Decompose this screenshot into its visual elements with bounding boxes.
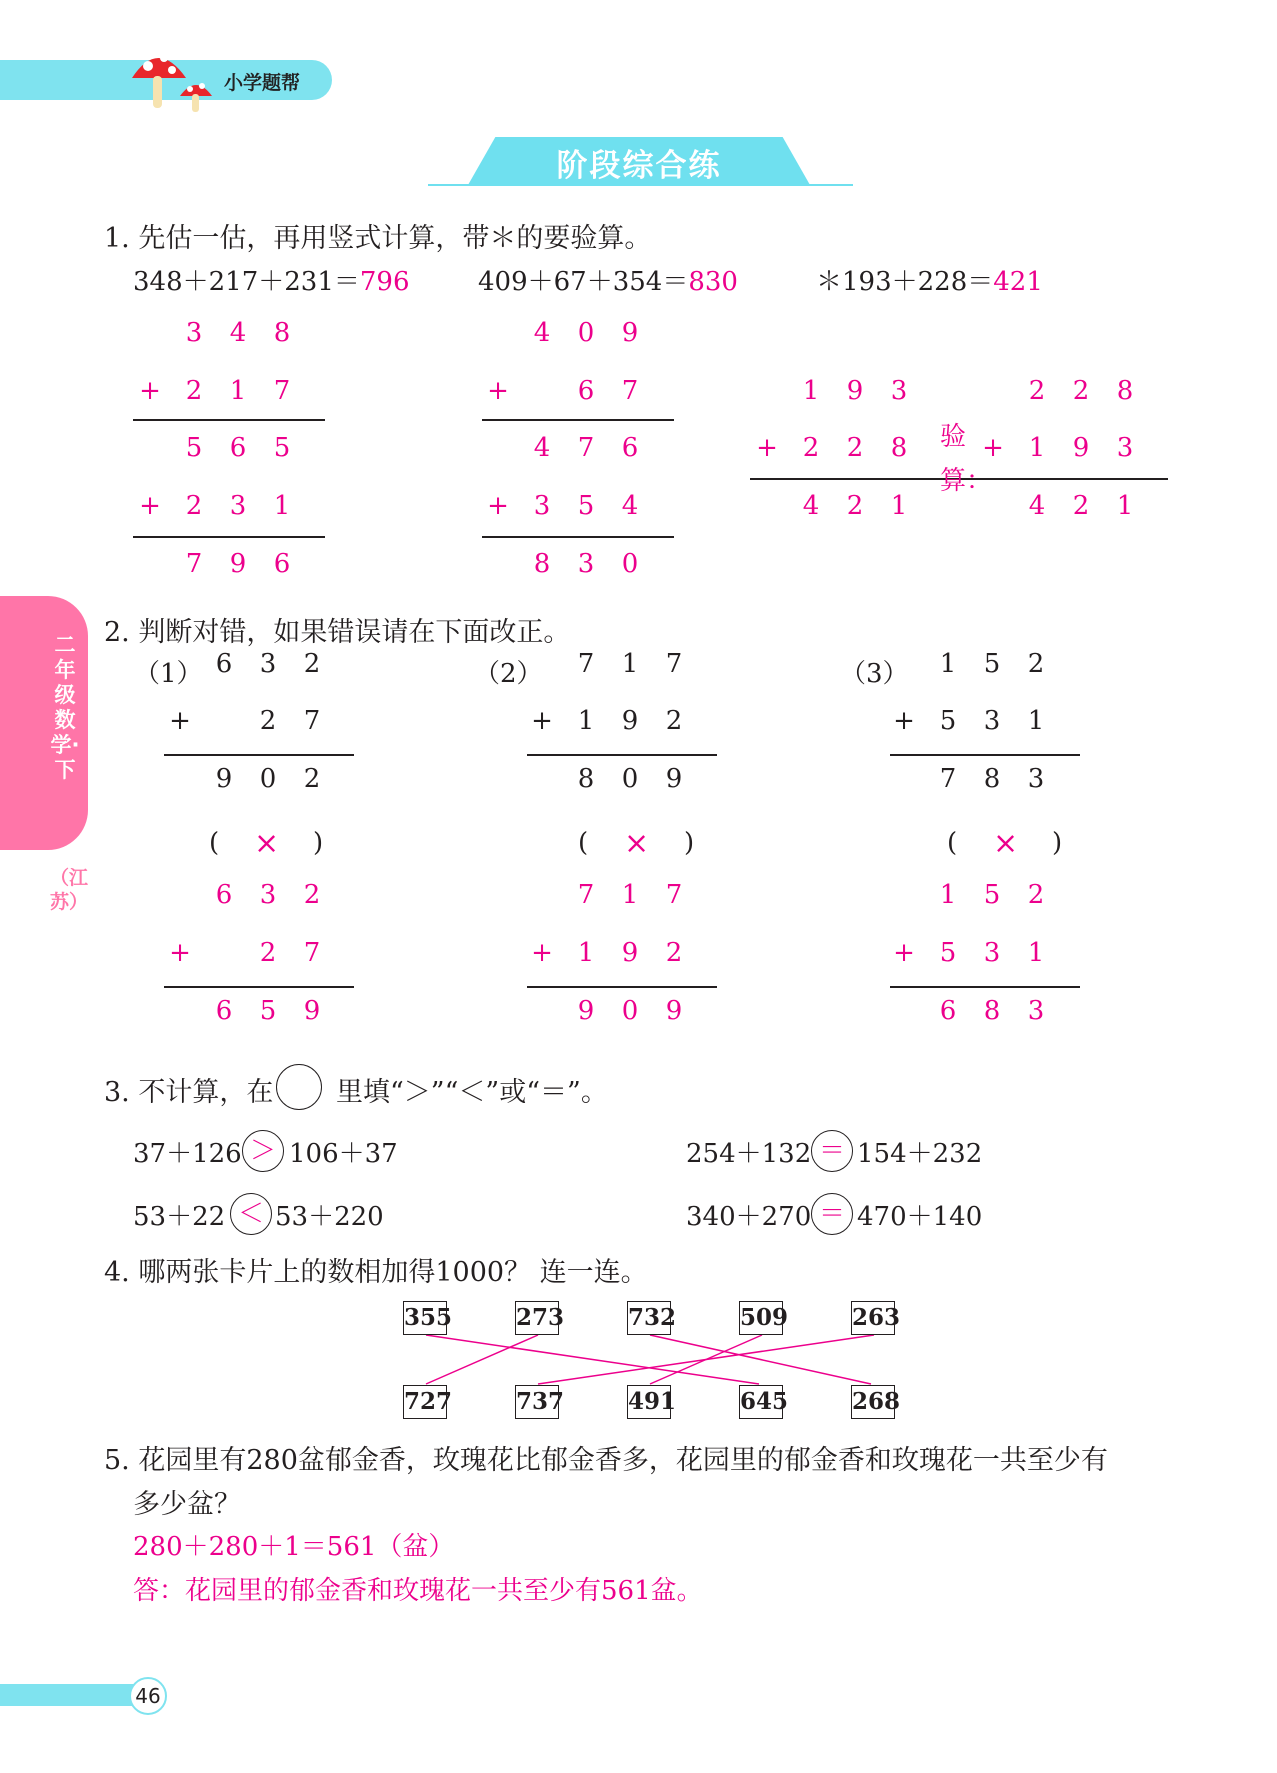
q3-prompt-a: 3. 不计算，在 xyxy=(104,1077,274,1108)
vertical-digit: + xyxy=(531,938,553,968)
vertical-digit: 7 xyxy=(273,376,291,406)
vertical-digit: 3 xyxy=(259,649,277,679)
vertical-digit: + xyxy=(487,376,509,406)
q2-label-1: （1） xyxy=(134,659,203,689)
vertical-digit: 3 xyxy=(577,549,595,579)
vertical-digit: 7 xyxy=(665,649,683,679)
vertical-digit: 4 xyxy=(533,433,551,463)
vertical-digit: 5 xyxy=(577,491,595,521)
section-title: 阶段综合练 xyxy=(556,148,722,184)
card-top-3[interactable]: 732 xyxy=(627,1301,671,1335)
vertical-digit: 8 xyxy=(273,318,291,348)
vertical-digit: 6 xyxy=(229,433,247,463)
vertical-digit: 0 xyxy=(621,764,639,794)
vertical-digit: 7 xyxy=(577,649,595,679)
vertical-digit: 9 xyxy=(229,549,247,579)
vertical-digit: 7 xyxy=(665,880,683,910)
vertical-digit: 4 xyxy=(533,318,551,348)
vertical-digit: 3 xyxy=(983,706,1001,736)
vertical-digit: 1 xyxy=(802,376,820,406)
vertical-digit: 2 xyxy=(1027,649,1045,679)
vertical-digit: 1 xyxy=(1116,491,1134,521)
q3-item-1-left: 37＋126 xyxy=(133,1139,242,1169)
vertical-digit: 1 xyxy=(1027,706,1045,736)
q2-prompt: 2. 判断对错，如果错误请在下面改正。 xyxy=(104,617,571,648)
vertical-digit: 6 xyxy=(215,649,233,679)
vertical-digit: 2 xyxy=(1027,880,1045,910)
brand-label: 小学题帮 xyxy=(224,72,301,94)
vertical-digit: 8 xyxy=(983,764,1001,794)
vertical-digit: 2 xyxy=(259,706,277,736)
vertical-digit: 9 xyxy=(1072,433,1090,463)
vertical-digit: 2 xyxy=(303,880,321,910)
vertical-digit: 9 xyxy=(621,318,639,348)
vertical-digit: 3 xyxy=(1027,996,1045,1026)
q3-item-1-right: 106＋37 xyxy=(289,1139,398,1169)
judge-paren-3: ( xyxy=(947,828,958,858)
judge-paren-1: ( xyxy=(209,828,220,858)
vertical-digit: 7 xyxy=(303,938,321,968)
vertical-digit: + xyxy=(893,938,915,968)
vertical-digit: 9 xyxy=(577,996,595,1026)
vertical-digit: 2 xyxy=(1072,491,1090,521)
q2-label-3: （3） xyxy=(840,659,909,689)
vertical-digit: 8 xyxy=(890,433,908,463)
vertical-digit: 1 xyxy=(577,706,595,736)
vertical-digit: 3 xyxy=(1027,764,1045,794)
vertical-digit: 3 xyxy=(229,491,247,521)
q1-eq1: 348＋217＋231＝796 xyxy=(133,267,410,297)
side-tab-edition: （江苏） xyxy=(50,867,89,913)
vertical-digit: 3 xyxy=(185,318,203,348)
q3-item-3-left: 53＋22 xyxy=(133,1202,226,1232)
vertical-digit: 6 xyxy=(215,996,233,1026)
vertical-digit: 1 xyxy=(273,491,291,521)
judge-paren-3-close: ) xyxy=(1052,828,1063,858)
vertical-digit: 6 xyxy=(215,880,233,910)
judge-mark-3: × xyxy=(993,826,1019,861)
vertical-digit: 1 xyxy=(577,938,595,968)
vertical-digit: 8 xyxy=(983,996,1001,1026)
q5-prompt-1: 5. 花园里有280盆郁金香，玫瑰花比郁金香多，花园里的郁金香和玫瑰花一共至少有 xyxy=(104,1445,1108,1476)
page-number: 46 xyxy=(129,1677,167,1715)
vertical-digit: 0 xyxy=(621,996,639,1026)
judge-mark-1: × xyxy=(254,826,280,861)
vertical-digit: 2 xyxy=(1028,376,1046,406)
vertical-digit: 3 xyxy=(533,491,551,521)
vertical-digit: 9 xyxy=(621,938,639,968)
vertical-digit: 6 xyxy=(273,549,291,579)
q3-item-2-sign: ＝ xyxy=(811,1130,853,1172)
judge-paren-1-close: ) xyxy=(313,828,324,858)
q5-prompt-2: 多少盆？ xyxy=(133,1489,241,1520)
link-273-727 xyxy=(426,1335,538,1384)
vertical-digit: + xyxy=(893,706,915,736)
vertical-digit: 2 xyxy=(846,433,864,463)
vertical-digit: 4 xyxy=(1028,491,1046,521)
vertical-digit: 1 xyxy=(621,880,639,910)
vertical-digit: + xyxy=(756,433,778,463)
vertical-digit: 7 xyxy=(577,433,595,463)
vertical-digit: 2 xyxy=(846,491,864,521)
judge-paren-2-close: ) xyxy=(684,828,695,858)
card-top-1[interactable]: 355 xyxy=(403,1301,447,1335)
vertical-digit: 5 xyxy=(185,433,203,463)
check-label-2: 算： xyxy=(940,466,993,496)
vertical-digit: 6 xyxy=(939,996,957,1026)
vertical-digit: 8 xyxy=(577,764,595,794)
vertical-digit: 8 xyxy=(1116,376,1134,406)
q3-item-4-sign: ＝ xyxy=(811,1193,853,1235)
check-label-1: 验 xyxy=(940,422,967,452)
vertical-digit: 5 xyxy=(939,706,957,736)
vertical-digit: 3 xyxy=(259,880,277,910)
vertical-digit: 5 xyxy=(983,880,1001,910)
q1-eq3: ＊193＋228＝421 xyxy=(816,267,1043,297)
q2-label-2: （2） xyxy=(474,659,543,689)
vertical-digit: 1 xyxy=(890,491,908,521)
vertical-digit: + xyxy=(139,376,161,406)
q5-equation: 280＋280＋1＝561（盆） xyxy=(133,1532,455,1562)
vertical-digit: + xyxy=(982,433,1004,463)
vertical-digit: 2 xyxy=(185,491,203,521)
vertical-digit: 9 xyxy=(665,764,683,794)
vertical-digit: 5 xyxy=(983,649,1001,679)
vertical-digit: 9 xyxy=(621,706,639,736)
vertical-digit: 5 xyxy=(259,996,277,1026)
q3-item-1-sign: ＞ xyxy=(242,1130,284,1172)
vertical-digit: 2 xyxy=(802,433,820,463)
vertical-digit: + xyxy=(487,491,509,521)
q1-eq2: 409＋67＋354＝830 xyxy=(478,267,738,297)
vertical-digit: 6 xyxy=(621,433,639,463)
vertical-digit: + xyxy=(531,706,553,736)
card-top-5[interactable]: 263 xyxy=(851,1301,895,1335)
link-732-268 xyxy=(650,1335,871,1384)
card-bottom-5[interactable]: 268 xyxy=(851,1385,895,1419)
vertical-digit: 9 xyxy=(215,764,233,794)
q1-prompt: 1. 先估一估，再用竖式计算，带＊的要验算。 xyxy=(104,223,652,254)
vertical-digit: 4 xyxy=(802,491,820,521)
vertical-digit: 2 xyxy=(665,706,683,736)
vertical-digit: 3 xyxy=(1116,433,1134,463)
q4-prompt: 4. 哪两张卡片上的数相加得1000？ 连一连。 xyxy=(104,1257,648,1288)
vertical-digit: + xyxy=(139,491,161,521)
vertical-digit: 2 xyxy=(665,938,683,968)
vertical-digit: 1 xyxy=(1027,938,1045,968)
vertical-digit: 1 xyxy=(939,649,957,679)
vertical-digit: 3 xyxy=(983,938,1001,968)
side-tab-grade: 二年级数学·下 xyxy=(50,633,80,782)
vertical-digit: 2 xyxy=(259,938,277,968)
vertical-digit: 7 xyxy=(577,880,595,910)
vertical-digit: 1 xyxy=(229,376,247,406)
vertical-digit: 5 xyxy=(939,938,957,968)
vertical-digit: 1 xyxy=(621,649,639,679)
vertical-digit: 9 xyxy=(665,996,683,1026)
q3-item-3-right: 53＋220 xyxy=(275,1202,384,1232)
vertical-digit: 4 xyxy=(229,318,247,348)
q3-item-4-right: 470＋140 xyxy=(857,1202,983,1232)
vertical-digit: 2 xyxy=(303,649,321,679)
vertical-digit: 2 xyxy=(1072,376,1090,406)
vertical-digit: 2 xyxy=(303,764,321,794)
card-top-4[interactable]: 509 xyxy=(739,1301,783,1335)
vertical-digit: 4 xyxy=(621,491,639,521)
vertical-digit: + xyxy=(169,706,191,736)
vertical-digit: 5 xyxy=(273,433,291,463)
vertical-digit: 6 xyxy=(577,376,595,406)
vertical-digit: 1 xyxy=(1028,433,1046,463)
q5-answer: 答：花园里的郁金香和玫瑰花一共至少有561盆。 xyxy=(133,1576,703,1606)
vertical-digit: 0 xyxy=(621,549,639,579)
vertical-digit: 7 xyxy=(621,376,639,406)
vertical-digit: 9 xyxy=(846,376,864,406)
vertical-digit: 7 xyxy=(939,764,957,794)
vertical-digit: 7 xyxy=(185,549,203,579)
card-top-2[interactable]: 273 xyxy=(515,1301,559,1335)
card-bottom-4[interactable]: 645 xyxy=(739,1385,783,1419)
card-bottom-2[interactable]: 737 xyxy=(515,1385,559,1419)
q3-item-2-left: 254＋132 xyxy=(686,1139,812,1169)
vertical-digit: 2 xyxy=(185,376,203,406)
vertical-digit: 0 xyxy=(577,318,595,348)
q3-prompt-b: 里填“＞”“＜”或“＝”。 xyxy=(336,1077,608,1108)
judge-mark-2: × xyxy=(624,826,650,861)
card-bottom-3[interactable]: 491 xyxy=(627,1385,671,1419)
q3-item-2-right: 154＋232 xyxy=(857,1139,983,1169)
vertical-digit: 1 xyxy=(939,880,957,910)
vertical-digit: 3 xyxy=(890,376,908,406)
q3-item-4-left: 340＋270 xyxy=(686,1202,812,1232)
card-bottom-1[interactable]: 727 xyxy=(403,1385,447,1419)
vertical-digit: 0 xyxy=(259,764,277,794)
q3-item-3-sign: ＜ xyxy=(230,1193,272,1235)
vertical-digit: 9 xyxy=(303,996,321,1026)
vertical-digit: 8 xyxy=(533,549,551,579)
judge-paren-2: ( xyxy=(578,828,589,858)
vertical-digit: 7 xyxy=(303,706,321,736)
vertical-digit: + xyxy=(169,938,191,968)
